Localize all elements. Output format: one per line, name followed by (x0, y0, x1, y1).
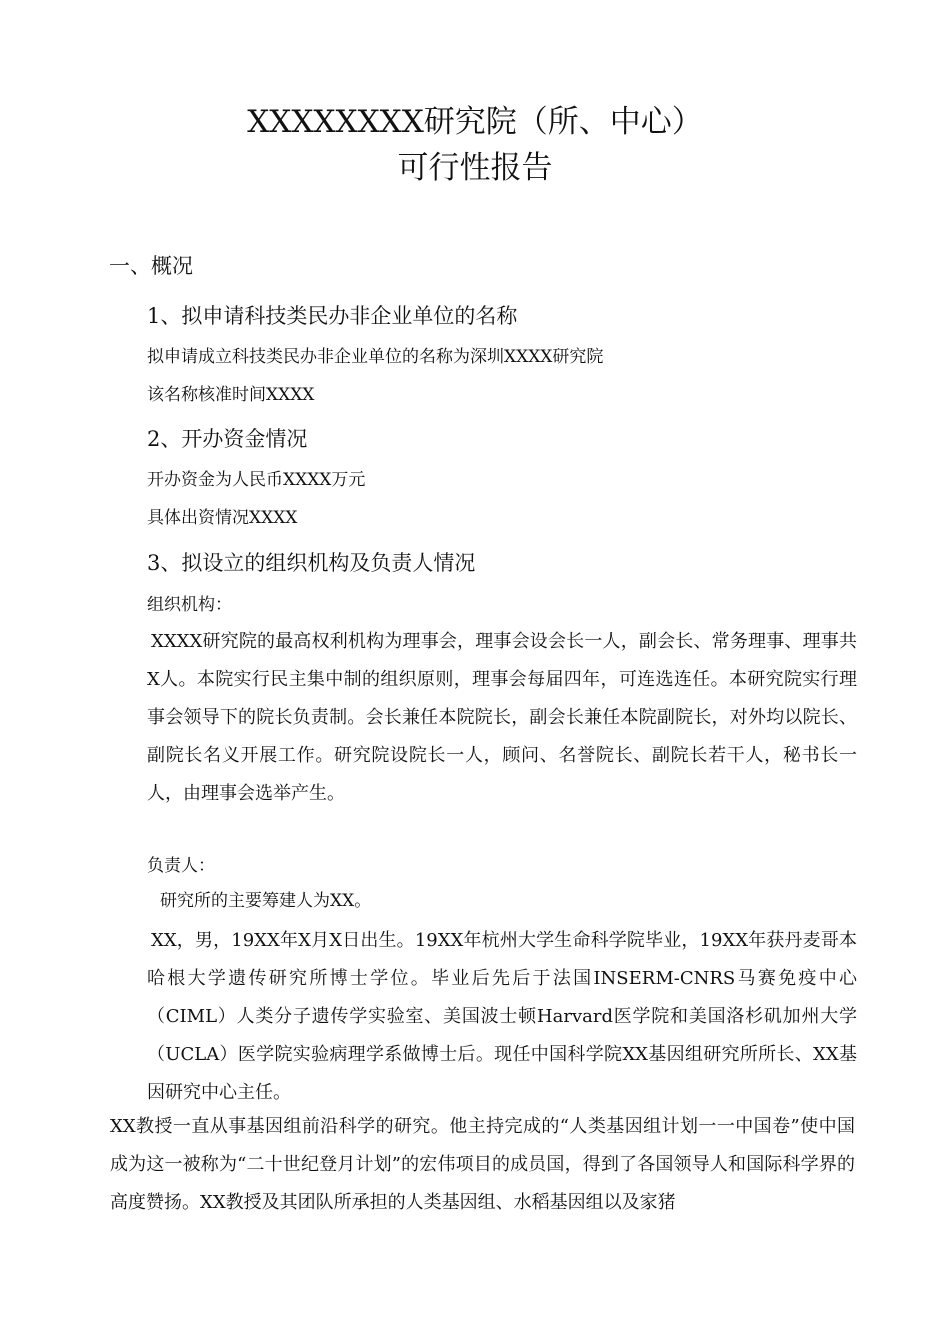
subheading-organization: 3、拟设立的组织机构及负责人情况 (147, 551, 476, 575)
subheading-name: 1、拟申请科技类民办非企业单位的名称 (147, 304, 518, 328)
paragraph-organization: XXXX研究院的最高权利机构为理事会，理事会设会长一人，副会长、常务理事、理事共X人。本院实行民主集中制的组织原则，理事会每届四年，可连选连任。本研究院实行理事会领导下的院长负责制。会长兼任本院院长，副会长兼任本院副院长，对外均以院长、副院长名义开展工作。研究院设院长一人，顾问、名誉院长、副院长若干人，秘书长一人，由理事会选举产生。 (147, 631, 857, 804)
document-title-line2: 可行性报告 (397, 150, 553, 186)
label-organization: 组织机构： (147, 595, 232, 615)
paragraph-funding-amount: 开办资金为人民币XXXX万元 (147, 470, 366, 490)
document-title-line1: XXXXXXXX研究院（所、中心） (247, 104, 703, 140)
paragraph-leader-intro: 研究所的主要筹建人为XX。 (160, 891, 372, 911)
paragraph-funding-detail: 具体出资情况XXXX (147, 508, 298, 528)
paragraph-achievements: XX教授一直从事基因组前沿科学的研究。他主持完成的“人类基因组计划一一中国卷”使中国成为这一被称为“二十世纪登月计划”的宏伟项目的成员国，得到了各国领导人和国际科学界的高度赞扬。XX教授及其团队所承担的人类基因组、水稻基因组以及家猪 (110, 1116, 855, 1213)
label-leader: 负责人： (147, 856, 215, 876)
subheading-funding: 2、开办资金情况 (147, 427, 308, 451)
section-heading-overview: 一、概况 (109, 254, 193, 278)
paragraph-name-application: 拟申请成立科技类民办非企业单位的名称为深圳XXXX研究院 (147, 347, 604, 367)
paragraph-biography: XX，男，19XX年X月X日出生。19XX年杭州大学生命科学院毕业，19XX年获丹麦哥本哈根大学遗传研究所博士学位。毕业后先后于法国INSERM-CNRS马赛免疫中心（CIML）人类分子遗传学实验室、美国波士顿Harvard医学院和美国洛杉矶加州大学（UCLA）医学院实验病理学系做博士后。现任中国科学院XX基因组研究所所长、XX基因研究中心主任。 (147, 930, 857, 1103)
paragraph-name-approval: 该名称核准时间XXXX (147, 385, 315, 405)
